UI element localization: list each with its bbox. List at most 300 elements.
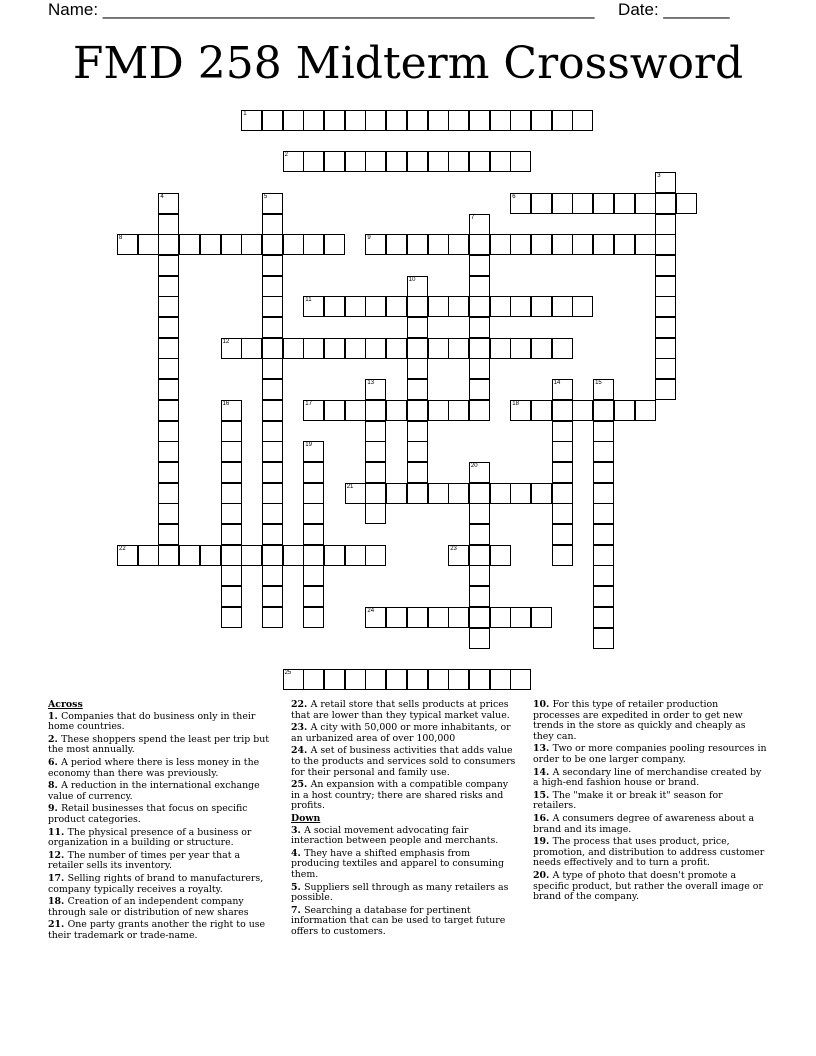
grid-cell[interactable]	[345, 669, 366, 690]
grid-cell[interactable]	[365, 483, 386, 504]
grid-cell[interactable]	[635, 400, 656, 421]
grid-cell[interactable]	[490, 483, 511, 504]
grid-cell[interactable]	[593, 421, 614, 442]
grid-cell[interactable]	[221, 338, 242, 359]
grid-cell[interactable]	[552, 234, 573, 255]
grid-cell[interactable]	[593, 586, 614, 607]
grid-cell[interactable]	[407, 607, 428, 628]
grid-cell[interactable]	[262, 441, 283, 462]
grid-cell[interactable]	[490, 338, 511, 359]
grid-cell[interactable]	[117, 545, 138, 566]
grid-cell[interactable]	[407, 234, 428, 255]
grid-cell[interactable]	[200, 545, 221, 566]
clue-number: 16	[222, 400, 230, 407]
grid-cell[interactable]	[531, 193, 552, 214]
grid-cell[interactable]	[531, 234, 552, 255]
grid-cell[interactable]	[324, 110, 345, 131]
grid-cell[interactable]	[448, 669, 469, 690]
grid-cell[interactable]	[303, 565, 324, 586]
grid-cell[interactable]	[593, 193, 614, 214]
grid-cell[interactable]	[365, 669, 386, 690]
grid-cell[interactable]	[386, 669, 407, 690]
grid-cell[interactable]	[510, 338, 531, 359]
grid-cell[interactable]	[552, 296, 573, 317]
grid-cell[interactable]	[365, 400, 386, 421]
grid-cell[interactable]	[428, 151, 449, 172]
grid-cell[interactable]	[303, 503, 324, 524]
grid-cell[interactable]	[324, 669, 345, 690]
grid-cell[interactable]	[283, 338, 304, 359]
clues-column-1	[48, 700, 272, 943]
grid-cell[interactable]	[345, 483, 366, 504]
grid-cell[interactable]	[303, 524, 324, 545]
grid-cell[interactable]	[510, 296, 531, 317]
grid-cell[interactable]	[221, 503, 242, 524]
grid-cell[interactable]	[179, 545, 200, 566]
clue-item	[291, 780, 519, 812]
clue-item-number: 9.	[48, 803, 62, 815]
grid-cell[interactable]	[345, 400, 366, 421]
grid-cell[interactable]	[469, 214, 490, 235]
grid-cell[interactable]	[469, 296, 490, 317]
grid-cell[interactable]	[469, 400, 490, 421]
grid-cell[interactable]	[552, 421, 573, 442]
grid-cell[interactable]	[448, 234, 469, 255]
grid-cell[interactable]	[283, 669, 304, 690]
grid-cell[interactable]	[407, 421, 428, 442]
grid-cell[interactable]	[158, 483, 179, 504]
grid-cell[interactable]	[262, 545, 283, 566]
clue-item	[533, 768, 768, 789]
grid-cell[interactable]	[303, 296, 324, 317]
grid-cell[interactable]	[221, 421, 242, 442]
grid-cell[interactable]	[572, 234, 593, 255]
grid-cell[interactable]	[221, 400, 242, 421]
grid-cell[interactable]	[407, 358, 428, 379]
grid-cell[interactable]	[262, 607, 283, 628]
grid-cell[interactable]	[614, 234, 635, 255]
grid-cell[interactable]	[158, 255, 179, 276]
grid-cell[interactable]	[262, 255, 283, 276]
grid-cell[interactable]	[324, 151, 345, 172]
grid-cell[interactable]	[593, 503, 614, 524]
grid-cell[interactable]	[469, 338, 490, 359]
grid-cell[interactable]	[448, 483, 469, 504]
grid-cell[interactable]	[510, 234, 531, 255]
grid-cell[interactable]	[345, 338, 366, 359]
grid-cell[interactable]	[283, 545, 304, 566]
grid-cell[interactable]	[552, 483, 573, 504]
grid-cell[interactable]	[158, 441, 179, 462]
clue-item-number: 15.	[533, 789, 553, 801]
grid-cell[interactable]	[221, 483, 242, 504]
grid-cell[interactable]	[552, 545, 573, 566]
grid-cell[interactable]	[324, 234, 345, 255]
clue-item-number: 14.	[533, 766, 553, 778]
grid-cell[interactable]	[407, 296, 428, 317]
grid-cell[interactable]	[655, 234, 676, 255]
grid-cell[interactable]	[469, 483, 490, 504]
grid-cell[interactable]	[552, 193, 573, 214]
grid-cell[interactable]	[365, 545, 386, 566]
grid-cell[interactable]	[407, 110, 428, 131]
grid-cell[interactable]	[365, 421, 386, 442]
grid-cell[interactable]	[158, 234, 179, 255]
grid-cell[interactable]	[386, 338, 407, 359]
grid-cell[interactable]	[262, 338, 283, 359]
grid-cell[interactable]	[448, 296, 469, 317]
grid-cell[interactable]	[241, 545, 262, 566]
grid-cell[interactable]	[262, 317, 283, 338]
grid-cell[interactable]	[510, 400, 531, 421]
grid-cell[interactable]	[241, 110, 262, 131]
grid-cell[interactable]	[655, 317, 676, 338]
grid-cell[interactable]	[158, 214, 179, 235]
grid-cell[interactable]	[365, 234, 386, 255]
grid-cell[interactable]	[221, 441, 242, 462]
grid-cell[interactable]	[448, 607, 469, 628]
clue-number: 12	[222, 338, 230, 345]
grid-cell[interactable]	[469, 503, 490, 524]
grid-cell[interactable]	[303, 400, 324, 421]
grid-cell[interactable]	[407, 400, 428, 421]
grid-cell[interactable]	[407, 669, 428, 690]
grid-cell[interactable]	[262, 421, 283, 442]
grid-cell[interactable]	[531, 607, 552, 628]
grid-cell[interactable]	[158, 296, 179, 317]
grid-cell[interactable]	[448, 151, 469, 172]
clue-item-text: Retail businesses that focus on specific product categories.	[48, 803, 248, 825]
clue-item-number: 13.	[533, 743, 553, 755]
clue-item-text: Selling rights of brand to manufacturers, company typically receives a royalty.	[48, 872, 264, 895]
grid-cell[interactable]	[531, 296, 552, 317]
clue-item-text: These shoppers spend the least per trip but the most annually.	[48, 733, 270, 756]
grid-cell[interactable]	[531, 110, 552, 131]
grid-cell[interactable]	[510, 607, 531, 628]
clue-item-text: The physical presence of a business or organization in a building or structure.	[48, 826, 252, 849]
grid-cell[interactable]	[386, 296, 407, 317]
grid-cell[interactable]	[138, 234, 159, 255]
grid-cell[interactable]	[138, 545, 159, 566]
grid-cell[interactable]	[158, 524, 179, 545]
grid-cell[interactable]	[407, 338, 428, 359]
grid-cell[interactable]	[324, 400, 345, 421]
clue-item-number: 19.	[533, 836, 553, 848]
grid-cell[interactable]	[221, 565, 242, 586]
grid-cell[interactable]	[510, 193, 531, 214]
grid-cell[interactable]	[635, 193, 656, 214]
grid-cell[interactable]	[158, 400, 179, 421]
grid-cell[interactable]	[262, 400, 283, 421]
grid-cell[interactable]	[655, 276, 676, 297]
grid-cell[interactable]	[345, 545, 366, 566]
grid-cell[interactable]	[158, 462, 179, 483]
clue-item-number: 11.	[48, 826, 68, 838]
grid-cell[interactable]	[510, 669, 531, 690]
grid-cell[interactable]	[490, 545, 511, 566]
grid-cell[interactable]	[365, 296, 386, 317]
grid-cell[interactable]	[158, 317, 179, 338]
grid-cell[interactable]	[386, 234, 407, 255]
grid-cell[interactable]	[407, 276, 428, 297]
name-date-line[interactable]: Name: ____________________________________________________ Date: _______	[48, 0, 730, 19]
grid-cell[interactable]	[510, 110, 531, 131]
grid-cell[interactable]	[490, 234, 511, 255]
grid-cell[interactable]	[552, 338, 573, 359]
grid-cell[interactable]	[448, 110, 469, 131]
clue-item	[48, 804, 272, 825]
grid-cell[interactable]	[221, 607, 242, 628]
clue-item-number: 2.	[48, 733, 62, 745]
grid-cell[interactable]	[655, 379, 676, 400]
grid-cell[interactable]	[158, 503, 179, 524]
grid-cell[interactable]	[469, 586, 490, 607]
grid-cell[interactable]	[531, 483, 552, 504]
grid-cell[interactable]	[469, 276, 490, 297]
grid-cell[interactable]	[407, 462, 428, 483]
grid-cell[interactable]	[303, 110, 324, 131]
clue-item-number: 18.	[48, 896, 68, 908]
grid-cell[interactable]	[510, 483, 531, 504]
grid-cell[interactable]	[593, 483, 614, 504]
grid-cell[interactable]	[386, 607, 407, 628]
grid-cell[interactable]	[531, 400, 552, 421]
grid-cell[interactable]	[572, 400, 593, 421]
grid-cell[interactable]	[221, 545, 242, 566]
grid-cell[interactable]	[593, 628, 614, 649]
grid-cell[interactable]	[407, 483, 428, 504]
clue-number: 9	[367, 235, 371, 242]
grid-cell[interactable]	[469, 607, 490, 628]
clue-number: 22	[119, 545, 126, 552]
grid-cell[interactable]	[386, 151, 407, 172]
grid-cell[interactable]	[386, 110, 407, 131]
grid-cell[interactable]	[614, 400, 635, 421]
grid-cell[interactable]	[428, 234, 449, 255]
grid-cell[interactable]	[469, 317, 490, 338]
grid-cell[interactable]	[469, 565, 490, 586]
clue-item-text: Companies that do business only in their home countries.	[48, 710, 256, 733]
grid-cell[interactable]	[469, 358, 490, 379]
grid-cell[interactable]	[221, 462, 242, 483]
grid-cell[interactable]	[614, 193, 635, 214]
grid-cell[interactable]	[490, 110, 511, 131]
grid-cell[interactable]	[283, 151, 304, 172]
grid-cell[interactable]	[490, 669, 511, 690]
grid-cell[interactable]	[158, 276, 179, 297]
grid-cell[interactable]	[262, 483, 283, 504]
grid-cell[interactable]	[345, 110, 366, 131]
grid-cell[interactable]	[469, 255, 490, 276]
grid-cell[interactable]	[365, 607, 386, 628]
grid-cell[interactable]	[262, 214, 283, 235]
grid-cell[interactable]	[303, 669, 324, 690]
grid-cell[interactable]	[365, 462, 386, 483]
grid-cell[interactable]	[655, 358, 676, 379]
grid-cell[interactable]	[593, 234, 614, 255]
grid-cell[interactable]	[241, 234, 262, 255]
grid-cell[interactable]	[303, 607, 324, 628]
grid-cell[interactable]	[407, 441, 428, 462]
grid-cell[interactable]	[345, 296, 366, 317]
grid-cell[interactable]	[552, 379, 573, 400]
clue-item-number: 5.	[291, 881, 305, 893]
grid-cell[interactable]	[262, 565, 283, 586]
grid-cell[interactable]	[324, 545, 345, 566]
grid-cell[interactable]	[386, 483, 407, 504]
grid-cell[interactable]	[241, 338, 262, 359]
clue-item	[533, 791, 768, 812]
grid-cell[interactable]	[262, 296, 283, 317]
grid-cell[interactable]	[303, 338, 324, 359]
grid-cell[interactable]	[593, 379, 614, 400]
grid-cell[interactable]	[635, 234, 656, 255]
grid-cell[interactable]	[303, 586, 324, 607]
grid-cell[interactable]	[365, 151, 386, 172]
grid-cell[interactable]	[552, 441, 573, 462]
grid-cell[interactable]	[655, 172, 676, 193]
grid-cell[interactable]	[262, 110, 283, 131]
grid-cell[interactable]	[469, 524, 490, 545]
clue-item-text: A consumers degree of awareness about a brand and its image.	[533, 812, 755, 835]
grid-cell[interactable]	[428, 400, 449, 421]
grid-cell[interactable]	[490, 607, 511, 628]
grid-cell[interactable]	[200, 234, 221, 255]
grid-cell[interactable]	[469, 110, 490, 131]
clue-item-text: Creation of an independent company through sale or distribution of new shares	[48, 896, 249, 918]
grid-cell[interactable]	[262, 193, 283, 214]
grid-cell[interactable]	[428, 338, 449, 359]
grid-cell[interactable]	[365, 503, 386, 524]
grid-cell[interactable]	[303, 483, 324, 504]
grid-cell[interactable]	[262, 524, 283, 545]
grid-cell[interactable]	[428, 669, 449, 690]
grid-cell[interactable]	[552, 462, 573, 483]
grid-cell[interactable]	[117, 234, 138, 255]
grid-cell[interactable]	[283, 110, 304, 131]
grid-cell[interactable]	[428, 296, 449, 317]
grid-cell[interactable]	[407, 379, 428, 400]
grid-cell[interactable]	[262, 358, 283, 379]
clue-section-heading: Across	[48, 699, 83, 710]
grid-cell[interactable]	[303, 462, 324, 483]
grid-cell[interactable]	[365, 441, 386, 462]
clue-item	[291, 849, 519, 881]
clue-number: 10	[408, 276, 416, 283]
grid-cell[interactable]	[262, 586, 283, 607]
grid-cell[interactable]	[262, 503, 283, 524]
grid-cell[interactable]	[324, 338, 345, 359]
grid-cell[interactable]	[572, 296, 593, 317]
grid-cell[interactable]	[469, 234, 490, 255]
grid-cell[interactable]	[552, 524, 573, 545]
grid-cell[interactable]	[221, 234, 242, 255]
grid-cell[interactable]	[448, 545, 469, 566]
grid-cell[interactable]	[303, 545, 324, 566]
clue-item	[291, 826, 519, 847]
grid-cell[interactable]	[262, 462, 283, 483]
grid-cell[interactable]	[345, 151, 366, 172]
grid-cell[interactable]	[158, 358, 179, 379]
grid-cell[interactable]	[593, 441, 614, 462]
grid-cell[interactable]	[158, 379, 179, 400]
grid-cell[interactable]	[469, 669, 490, 690]
grid-cell[interactable]	[676, 193, 697, 214]
clue-item-text: A reduction in the international exchange value of currency.	[48, 780, 260, 802]
grid-cell[interactable]	[221, 586, 242, 607]
grid-cell[interactable]	[428, 110, 449, 131]
grid-cell[interactable]	[593, 545, 614, 566]
grid-cell[interactable]	[655, 338, 676, 359]
grid-cell[interactable]	[655, 214, 676, 235]
grid-cell[interactable]	[365, 338, 386, 359]
grid-cell[interactable]	[510, 151, 531, 172]
clue-item-number: 7.	[291, 904, 305, 916]
grid-cell[interactable]	[655, 255, 676, 276]
grid-cell[interactable]	[655, 193, 676, 214]
clue-number: 6	[512, 193, 516, 200]
grid-cell[interactable]	[428, 483, 449, 504]
grid-cell[interactable]	[531, 338, 552, 359]
grid-cell[interactable]	[283, 234, 304, 255]
grid-cell[interactable]	[572, 110, 593, 131]
grid-cell[interactable]	[386, 400, 407, 421]
grid-cell[interactable]	[593, 524, 614, 545]
grid-cell[interactable]	[303, 441, 324, 462]
clue-item	[48, 828, 272, 849]
grid-cell[interactable]	[262, 379, 283, 400]
grid-cell[interactable]	[262, 276, 283, 297]
grid-cell[interactable]	[365, 110, 386, 131]
grid-cell[interactable]	[490, 296, 511, 317]
grid-cell[interactable]	[593, 607, 614, 628]
grid-cell[interactable]	[158, 421, 179, 442]
grid-cell[interactable]	[158, 193, 179, 214]
grid-cell[interactable]	[158, 338, 179, 359]
grid-cell[interactable]	[407, 151, 428, 172]
clue-item	[533, 744, 768, 765]
grid-cell[interactable]	[593, 400, 614, 421]
grid-cell[interactable]	[365, 379, 386, 400]
grid-cell[interactable]	[655, 296, 676, 317]
grid-cell[interactable]	[469, 545, 490, 566]
grid-cell[interactable]	[221, 524, 242, 545]
grid-cell[interactable]	[262, 234, 283, 255]
grid-cell[interactable]	[179, 234, 200, 255]
grid-cell[interactable]	[572, 193, 593, 214]
grid-cell[interactable]	[552, 503, 573, 524]
grid-cell[interactable]	[552, 400, 573, 421]
grid-cell[interactable]	[469, 628, 490, 649]
grid-cell[interactable]	[490, 151, 511, 172]
grid-cell[interactable]	[448, 338, 469, 359]
clue-item	[291, 906, 519, 938]
grid-cell[interactable]	[469, 151, 490, 172]
grid-cell[interactable]	[552, 110, 573, 131]
grid-cell[interactable]	[303, 151, 324, 172]
grid-cell[interactable]	[303, 234, 324, 255]
grid-cell[interactable]	[593, 565, 614, 586]
grid-cell[interactable]	[469, 379, 490, 400]
grid-cell[interactable]	[593, 462, 614, 483]
grid-cell[interactable]	[469, 462, 490, 483]
grid-cell[interactable]	[324, 296, 345, 317]
clue-number: 24	[367, 607, 375, 614]
grid-cell[interactable]	[158, 545, 179, 566]
grid-cell[interactable]	[407, 317, 428, 338]
grid-cell[interactable]	[428, 607, 449, 628]
grid-cell[interactable]	[448, 400, 469, 421]
